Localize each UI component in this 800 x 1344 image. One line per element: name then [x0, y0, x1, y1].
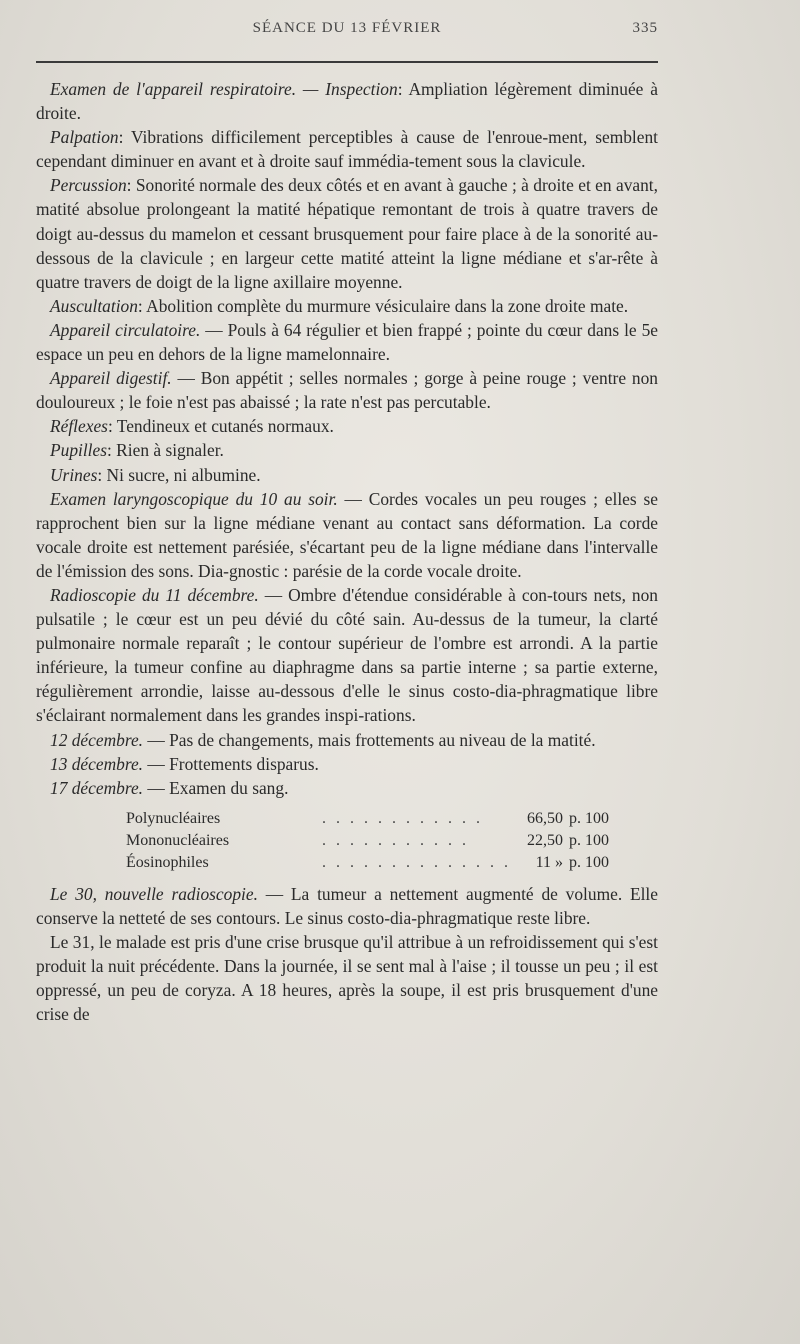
- paragraph-auscultation: [36, 294, 658, 318]
- cell-unit: p. 100: [569, 831, 609, 849]
- article-body: [36, 77, 658, 1026]
- paragraph-text: : Ni sucre, ni albumine.: [97, 464, 261, 485]
- cell-dots: . . . . . . . . . . . .: [322, 809, 483, 827]
- paragraph-reflexes: [36, 414, 658, 438]
- paragraph-text: — La tumeur a nettement augmenté de volume. Elle conserve la netteté de ses contours. Le sinus costo-dia-phragmatique reste libre.: [36, 883, 658, 928]
- paragraph-dec-17: [36, 776, 658, 800]
- paragraph-label: Pupilles: [50, 440, 107, 461]
- paragraph-label: Auscultation: [50, 295, 138, 316]
- paragraph-text: — Examen du sang.: [143, 777, 289, 798]
- paragraph-label: 13 décembre.: [50, 753, 144, 774]
- paragraph-text: — Frottements disparus.: [143, 753, 319, 774]
- cell-unit: p. 100: [569, 809, 609, 827]
- paragraph-label: Urines: [50, 464, 98, 485]
- cell-dots: . . . . . . . . . . .: [322, 831, 469, 849]
- paragraph-palpation: [36, 125, 658, 173]
- paragraph-radioscopy: [36, 583, 658, 728]
- header-rule: [36, 61, 658, 63]
- paragraph-text: : Ampliation légèrement diminuée à droite.: [36, 79, 658, 124]
- paragraph-label: Appareil circulatoire.: [50, 319, 201, 340]
- paragraph-text: : Tendineux et cutanés normaux.: [107, 416, 334, 437]
- paragraph-text: — Cordes vocales un peu rouges ; elles se rapprochent bien sur la ligne médiane venant au contact sans déformation. La corde vocale droite est nettement parésiée, s'écartant peu de la ligne médiane dans l'intervalle de l'émission des sons. Dia-gnostic : parésie de la corde vocale droite.: [36, 488, 658, 581]
- paragraph-urine: [36, 463, 658, 487]
- paragraph-label: Examen laryngoscopique du 10 au soir.: [50, 488, 338, 509]
- paragraph-label: Palpation: [50, 127, 119, 148]
- paragraph-dec-13: [36, 752, 658, 776]
- paragraph-text: : Abolition complète du murmure vésiculaire dans la zone droite mate.: [137, 295, 629, 316]
- paragraph-text: : Sonorité normale des deux côtés et en avant à gauche ; à droite et en avant, matité absolue prolongeant la matité hépatique remontant de trois à quatre travers de doigt au-dessus du mamelon et cessant brusquement pour faire place à de la sonorité au-dessous de la clavicule ; en largeur cette matité atteint la ligne médiane et s'ar-rête à quatre travers de doigt de la ligne axillaire moyenne.: [36, 175, 658, 292]
- blood-count-table: [126, 808, 631, 874]
- paragraph-label: Réflexes: [50, 416, 108, 437]
- paragraph-label: Appareil digestif.: [50, 368, 172, 389]
- paragraph-percussion: [36, 173, 658, 293]
- paragraph-text: : Vibrations difficilement perceptibles à cause de l'enroue-ment, semblent cependant diminuer en avant et à droite sauf immédia-tement sous la clavicule.: [36, 127, 658, 172]
- paragraph-label: Examen de l'appareil respiratoire. — Inspection: [50, 79, 398, 99]
- paragraph-pupils: [36, 438, 658, 462]
- paragraph-dec-31: [36, 930, 658, 1026]
- paragraph-label: Percussion: [50, 175, 127, 196]
- cell-name: Éosinophiles: [126, 853, 209, 871]
- paragraph-laryngoscopy: [36, 487, 658, 583]
- page-number: 335: [632, 20, 658, 36]
- paragraph-label: Radioscopie du 11 décembre.: [50, 584, 259, 605]
- cell-name: Mononucléaires: [126, 831, 230, 849]
- paragraph-label: 17 décembre.: [50, 777, 144, 798]
- cell-unit: p. 100: [569, 853, 609, 871]
- table-row: [126, 852, 631, 874]
- paragraph-dec-30: [36, 882, 658, 930]
- cell-dots: . . . . . . . . . . . . . .: [322, 853, 511, 871]
- table-row: [126, 808, 631, 830]
- paragraph-text: Le 31, le malade est pris d'une crise brusque qu'il attribue à un refroidissement qui s'est produit la nuit précédente. Dans la journée, il se sent mal à l'aise ; il tousse un peu ; il est oppressé, un peu de coryza. A 18 heures, après la soupe, il est pris brusquement d'une crise de: [36, 932, 658, 1025]
- paragraph-digestive: [36, 366, 658, 414]
- paragraph-label: 12 décembre.: [50, 729, 144, 750]
- cell-value: 22,50: [527, 831, 563, 849]
- paragraph-label: Le 30, nouvelle radioscopie.: [50, 883, 258, 904]
- paragraph-dec-12: [36, 728, 658, 752]
- cell-value: 66,50: [527, 809, 563, 827]
- paragraph-text: : Rien à signaler.: [107, 440, 224, 461]
- paragraph-text: — Bon appétit ; selles normales ; gorge à peine rouge ; ventre non douloureux ; le foie n'est pas abaissé ; la rate n'est pas percutable.: [36, 368, 658, 413]
- paragraph-text: — Pas de changements, mais frottements au niveau de la matité.: [143, 729, 596, 750]
- cell-value: 11 »: [535, 853, 563, 871]
- paragraph-text: — Ombre d'étendue considérable à con-tours nets, non pulsatile ; le cœur est un peu dévié du côté sain. Au-dessus de la tumeur, la clarté pulmonaire normale reparaît ; le contour supérieur de l'ombre est arrondi. A la partie inférieure, la tumeur confine au diaphragme dans sa partie interne ; sa partie externe, régulièrement arrondie, laisse au-dessous d'elle le sinus costo-dia-phragmatique libre s'éclairant normalement dans les grandes inspi-rations.: [36, 584, 658, 726]
- table-row: [126, 830, 631, 852]
- running-header: [36, 20, 658, 44]
- header-title: SÉANCE DU 13 FÉVRIER: [252, 20, 442, 36]
- paragraph-circulatory: [36, 318, 658, 366]
- paragraph-text: — Pouls à 64 régulier et bien frappé ; pointe du cœur dans le 5e espace un peu en dehors de la ligne mamelonnaire.: [36, 319, 658, 365]
- cell-name: Polynucléaires: [126, 809, 221, 827]
- paragraph-respiratory-inspection: [36, 77, 658, 125]
